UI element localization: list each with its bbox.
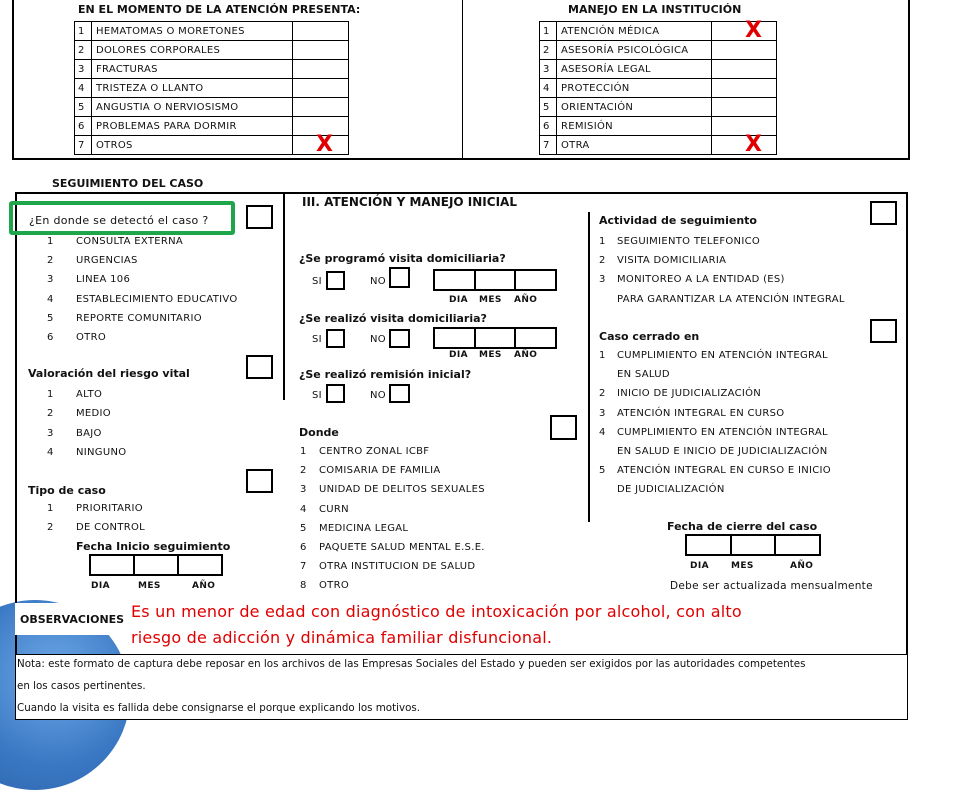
list-item-number: 3: [300, 484, 307, 496]
list-item: URGENCIAS: [76, 255, 138, 267]
list-item: UNIDAD DE DELITOS SEXUALES: [319, 484, 485, 496]
list-item-number: 3: [47, 427, 54, 439]
cerrado-title: Caso cerrado en: [599, 330, 700, 343]
table-row: [75, 60, 349, 79]
table-row: [75, 41, 349, 60]
list-item-number: 7: [300, 561, 307, 573]
table-row: [75, 98, 349, 117]
row-number: 7: [540, 136, 557, 155]
row-label: ANGUSTIA O NERVIOSISMO: [92, 98, 293, 117]
donde-title: Donde: [299, 426, 339, 439]
list-item-number: 5: [599, 465, 606, 477]
list-item-number: 2: [599, 388, 606, 400]
list-item: OTRO: [319, 580, 349, 592]
riesgo-answer-box[interactable]: [246, 355, 273, 379]
no-label-3: NO: [370, 390, 386, 401]
no-label-2: NO: [370, 334, 386, 345]
no-checkbox-1[interactable]: [389, 267, 410, 288]
actividad-title: Actividad de seguimiento: [599, 214, 757, 227]
table-row: [540, 79, 777, 98]
riesgo-title: Valoración del riesgo vital: [28, 367, 190, 380]
row-label: DOLORES CORPORALES: [92, 41, 293, 60]
row-check-cell[interactable]: [712, 117, 777, 136]
ano-label-1: AÑO: [514, 295, 538, 305]
si-checkbox-3[interactable]: [326, 384, 345, 403]
q-remision-inicial: ¿Se realizó remisión inicial?: [299, 368, 472, 381]
si-label-1: SI: [312, 276, 322, 287]
list-item: CURN: [319, 503, 349, 515]
list-item: PARA GARANTIZAR LA ATENCIÓN INTEGRAL: [617, 293, 845, 305]
row-check-cell[interactable]: [293, 79, 349, 98]
list-item: REPORTE COMUNITARIO: [76, 312, 202, 324]
list-item: OTRO: [76, 332, 106, 343]
list-item-number: 5: [47, 312, 54, 324]
list-item: EN SALUD: [617, 369, 670, 381]
q-visita-realizada: ¿Se realizó visita domiciliaria?: [299, 312, 487, 325]
row-label: ATENCIÓN MÉDICA: [557, 22, 712, 41]
list-item-number: 2: [599, 255, 606, 267]
row-number: 6: [540, 117, 557, 136]
no-checkbox-2[interactable]: [389, 329, 410, 348]
dia-label-2: DIA: [449, 350, 468, 360]
symptoms-table: [74, 21, 349, 155]
row-label: HEMATOMAS O MORETONES: [92, 22, 293, 41]
list-item-number: 4: [47, 446, 54, 458]
si-checkbox-1[interactable]: [326, 271, 345, 290]
row-label: TRISTEZA O LLANTO: [92, 79, 293, 98]
row-number: 5: [540, 98, 557, 117]
row-number: 6: [75, 117, 92, 136]
list-item: SEGUIMIENTO TELEFONICO: [617, 236, 761, 247]
row-check-cell[interactable]: [293, 60, 349, 79]
list-item: CUMPLIMIENTO EN ATENCIÓN INTEGRAL: [617, 426, 828, 438]
table-row: [75, 117, 349, 136]
row-label: OTROS: [92, 136, 293, 155]
fecha-cierre-dia-label: DIA: [690, 561, 709, 571]
top-left-title: EN EL MOMENTO DE LA ATENCIÓN PRESENTA:: [78, 3, 361, 16]
fecha-cierre-label: Fecha de cierre del caso: [667, 520, 818, 533]
observaciones-line-1: Es un menor de edad con diagnóstico de intoxicación por alcohol, con alto: [131, 602, 742, 621]
tipo-title: Tipo de caso: [28, 484, 106, 497]
list-item-number: 2: [300, 465, 307, 477]
dia-label-1: DIA: [449, 295, 468, 305]
row-number: 1: [540, 22, 557, 41]
fecha-inicio-ano-label: AÑO: [192, 581, 216, 591]
cerrado-answer-box[interactable]: [870, 319, 897, 343]
fecha-cierre-date-input[interactable]: [685, 534, 821, 556]
table-row: [75, 136, 349, 155]
row-check-cell[interactable]: [712, 132, 777, 157]
seguimiento-title: SEGUIMIENTO DEL CASO: [52, 177, 204, 190]
list-item: PRIORITARIO: [76, 503, 143, 514]
list-item-number: 4: [300, 503, 307, 515]
list-item-number: 6: [300, 542, 307, 553]
x-mark-atencion-medica: X: [745, 18, 762, 43]
list-item: ALTO: [76, 389, 103, 400]
row-number: 3: [540, 60, 557, 79]
row-check-cell[interactable]: [293, 41, 349, 60]
row-label: FRACTURAS: [92, 60, 293, 79]
nota-line-3: Cuando la visita es fallida debe consignarse el porque explicando los motivos.: [17, 702, 421, 714]
list-item: CUMPLIMIENTO EN ATENCIÓN INTEGRAL: [617, 350, 828, 361]
tipo-answer-box[interactable]: [246, 469, 273, 493]
actividad-answer-box[interactable]: [870, 201, 897, 225]
list-item: PAQUETE SALUD MENTAL E.S.E.: [319, 542, 485, 553]
table-row: [540, 117, 777, 136]
list-item-number: 4: [47, 293, 54, 305]
list-item-number: 3: [47, 274, 54, 286]
list-item: ATENCIÓN INTEGRAL EN CURSO E INICIO: [617, 465, 831, 477]
ano-label-2: AÑO: [514, 350, 538, 360]
table-row: [540, 136, 777, 155]
mes-label-1: MES: [479, 295, 502, 305]
row-number: 3: [75, 60, 92, 79]
row-number: 2: [540, 41, 557, 60]
list-item: ESTABLECIMIENTO EDUCATIVO: [76, 293, 238, 305]
q-visita-programada: ¿Se programó visita domiciliaria?: [299, 252, 506, 265]
no-label-1: NO: [370, 276, 386, 287]
list-item-number: 2: [47, 522, 54, 533]
row-label: REMISIÓN: [557, 117, 712, 136]
table-row: [75, 22, 349, 41]
row-check-cell[interactable]: [712, 60, 777, 79]
row-label: OTRA: [557, 136, 712, 155]
si-label-3: SI: [312, 390, 322, 401]
list-item: MEDICINA LEGAL: [319, 522, 409, 534]
list-item: DE CONTROL: [76, 522, 146, 533]
row-check-cell[interactable]: [712, 18, 777, 43]
detecto-answer-box[interactable]: [246, 205, 273, 229]
observaciones-text[interactable]: [131, 599, 742, 651]
list-item: COMISARIA DE FAMILIA: [319, 465, 441, 477]
table-row: [540, 41, 777, 60]
actualizada-note: Debe ser actualizada mensualmente: [670, 580, 873, 592]
visita-realizada-date-input[interactable]: [433, 327, 557, 349]
list-item: CENTRO ZONAL ICBF: [319, 446, 430, 457]
list-item: OTRA INSTITUCION DE SALUD: [319, 561, 476, 573]
row-label: PROTECCIÓN: [557, 79, 712, 98]
row-check-cell[interactable]: [712, 79, 777, 98]
row-label: ASESORÍA LEGAL: [557, 60, 712, 79]
list-item: INICIO DE JUDICIALIZACIÓN: [617, 388, 762, 400]
list-item-number: 3: [599, 274, 606, 286]
detecto-question: ¿En donde se detectó el caso ?: [29, 214, 209, 227]
fecha-inicio-label: Fecha Inicio seguimiento: [76, 540, 231, 553]
row-label: ASESORÍA PSICOLÓGICA: [557, 41, 712, 60]
list-item-number: 3: [599, 407, 606, 419]
row-check-cell[interactable]: [293, 22, 349, 41]
list-item: BAJO: [76, 427, 102, 439]
list-item: ATENCIÓN INTEGRAL EN CURSO: [617, 407, 785, 419]
list-item: VISITA DOMICILIARIA: [617, 255, 727, 267]
list-item: DE JUDICIALIZACIÓN: [617, 484, 725, 496]
x-mark-otra: X: [745, 132, 762, 157]
fecha-cierre-ano-label: AÑO: [790, 561, 814, 571]
list-item-number: 1: [47, 389, 54, 400]
mes-label-2: MES: [479, 350, 502, 360]
row-number: 4: [75, 79, 92, 98]
list-item-number: 1: [599, 236, 606, 247]
row-number: 1: [75, 22, 92, 41]
list-item-number: 1: [300, 446, 307, 457]
list-item: EN SALUD E INICIO DE JUDICIALIZACIÓN: [617, 446, 828, 457]
fecha-inicio-mes-label: MES: [138, 581, 161, 591]
list-item-number: 8: [300, 580, 307, 592]
nota-line-2: en los casos pertinentes.: [17, 680, 146, 692]
visita-programada-date-input[interactable]: [433, 269, 557, 291]
list-item: MONITOREO A LA ENTIDAD (ES): [617, 274, 785, 286]
atencion-title: III. ATENCIÓN Y MANEJO INICIAL: [302, 195, 517, 209]
nota-line-1: Nota: este formato de captura debe reposar en los archivos de las Empresas Sociales del Estado y pueden ser exigidos por las autoridades competentes: [17, 658, 806, 670]
row-label: PROBLEMAS PARA DORMIR: [92, 117, 293, 136]
row-number: 5: [75, 98, 92, 117]
donde-answer-box[interactable]: [550, 415, 577, 440]
observaciones-line-2: riesgo de adicción y dinámica familiar disfuncional.: [131, 628, 553, 647]
list-item-number: 1: [47, 236, 54, 247]
row-number: 7: [75, 136, 92, 155]
row-label: ORIENTACIÓN: [557, 98, 712, 117]
row-number: 4: [540, 79, 557, 98]
table-row: [540, 60, 777, 79]
row-check-cell[interactable]: [712, 41, 777, 60]
row-check-cell[interactable]: [712, 98, 777, 117]
list-item-number: 4: [599, 426, 606, 438]
list-item-number: 2: [47, 408, 54, 420]
table-row: [540, 22, 777, 41]
fecha-inicio-date-input[interactable]: [89, 554, 223, 576]
si-checkbox-2[interactable]: [326, 329, 345, 348]
manejo-table: [539, 18, 777, 155]
list-item: MEDIO: [76, 408, 111, 420]
row-check-cell[interactable]: [293, 98, 349, 117]
list-item: CONSULTA EXTERNA: [76, 236, 184, 247]
list-item-number: 1: [599, 350, 606, 361]
observaciones-label: OBSERVACIONES: [20, 613, 125, 626]
list-item: LINEA 106: [76, 274, 131, 286]
x-mark-otros: X: [316, 132, 333, 157]
table-row: [75, 79, 349, 98]
table-row: [540, 98, 777, 117]
list-item-number: 6: [47, 332, 54, 343]
fecha-inicio-dia-label: DIA: [91, 581, 110, 591]
si-label-2: SI: [312, 334, 322, 345]
list-item: NINGUNO: [76, 446, 127, 458]
fecha-cierre-mes-label: MES: [731, 561, 754, 571]
top-right-title: MANEJO EN LA INSTITUCIÓN: [568, 3, 742, 16]
list-item-number: 2: [47, 255, 54, 267]
list-item-number: 1: [47, 503, 54, 514]
row-number: 2: [75, 41, 92, 60]
list-item-number: 5: [300, 522, 307, 534]
no-checkbox-3[interactable]: [389, 384, 410, 403]
